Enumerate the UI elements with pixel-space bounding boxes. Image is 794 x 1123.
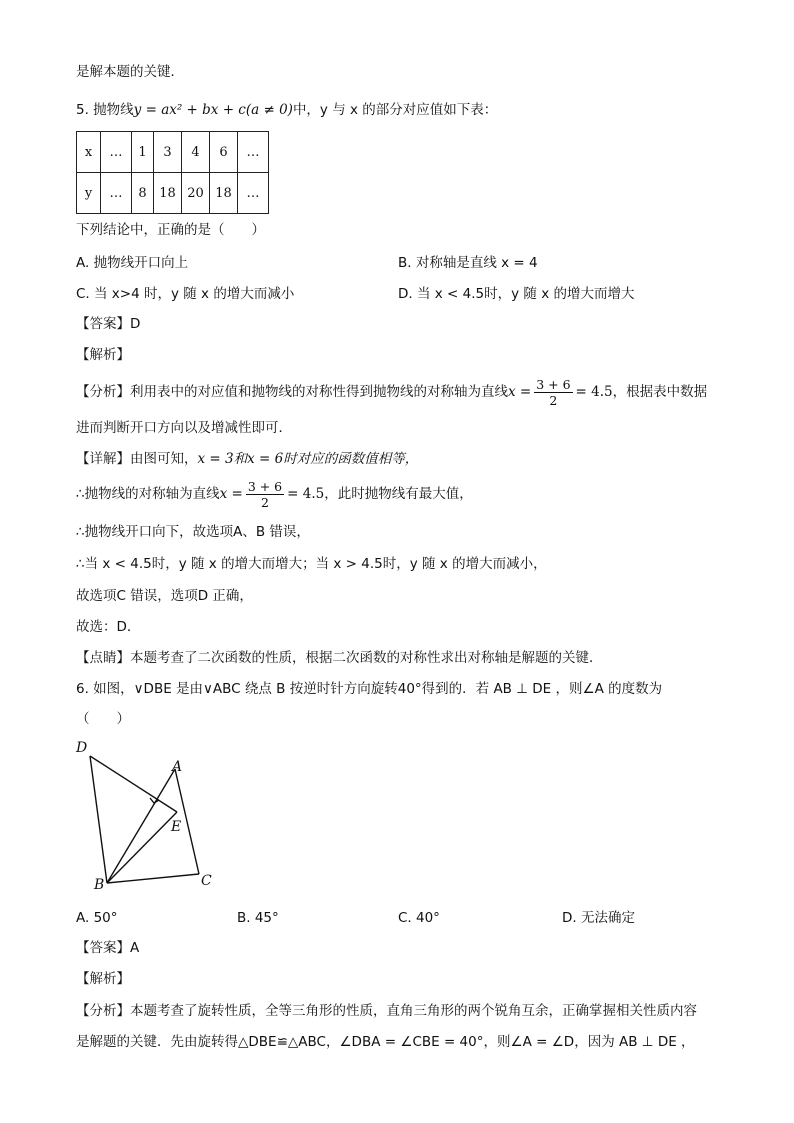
fraction-denominator: 2 [549,392,558,408]
question-5-stem [76,101,497,119]
table-cell: 20 [182,173,210,214]
equals-value: = 4.5 [575,384,613,400]
detail-5-line1 [76,450,418,468]
analysis-5-line2: 进而判断开口方向以及增减性即可． [76,420,292,436]
table-cell: … [238,173,269,214]
q6-option-c[interactable]: C. 40° [398,910,440,926]
detail-5-line2 [76,478,473,510]
table-cell: 8 [132,173,154,214]
q5-prefix: 5. 抛物线 [76,102,134,118]
detail-label: 【详解】由图可知， [76,451,198,467]
label-A: A [172,759,183,775]
table-cell: … [101,173,132,214]
table-row-x [77,132,269,173]
detail-5-line3: ∴抛物线开口向下，故选项A、B 错误， [76,524,310,540]
analysis-6-line1: 【分析】本题考查了旋转性质，全等三角形的性质，直角三角形的两个锐角互余，正确掌握相关性质内容 [76,1003,697,1019]
table-cell: 4 [182,132,210,173]
answer-5 [76,315,140,333]
analysis-heading: 【解析】 [76,347,130,363]
value-table [76,131,269,214]
q5-option-b[interactable]: B. 对称轴是直线 x = 4 [398,255,538,271]
fraction-numerator: 3 + 6 [536,376,571,392]
table-cell: 18 [154,173,182,214]
fraction [246,479,284,510]
fraction-numerator: 3 + 6 [247,478,283,494]
detail-condition: x = 3和x = 6时对应的函数值相等， [197,451,419,467]
answer-label: 【答案】 [76,940,130,956]
equals-value: = 4.5 [287,486,325,502]
q5-prompt: 下列结论中，正确的是（ ） [76,222,265,238]
segment-DE [90,756,177,812]
label-B: B [94,877,105,890]
detail-text: ，此时抛物线有最大值， [324,486,473,502]
q5-option-d[interactable]: D. 当 x < 4.5时，y 随 x 的增大而增大 [398,286,635,302]
table-cell: 1 [132,132,154,173]
answer-label: 【答案】 [76,316,130,332]
table-cell: … [101,132,132,173]
answer-value: A [130,940,140,956]
table-cell: y [77,173,101,214]
q6-option-a[interactable]: A. 50° [76,910,118,926]
q5-option-c[interactable]: C. 当 x>4 时，y 随 x 的增大而减小 [76,286,295,302]
text-line: 是解本题的关键． [76,64,184,80]
analysis-heading: 【解析】 [76,971,130,987]
analysis-text: ，根据表中数据 [612,384,708,400]
q6-option-b[interactable]: B. 45° [237,910,279,926]
table-cell: … [238,132,269,173]
table-cell: 3 [154,132,182,173]
table-row-y [77,173,269,214]
q5-suffix: 中，y 与 x 的部分对应值如下表： [292,102,498,118]
fraction [534,377,572,408]
question-6-stem: 6. 如图，∨DBE 是由∨ABC 绕点 B 按逆时针方向旋转40°得到的．若 AB ⊥ DE ，则∠A 的度数为 [76,681,663,697]
segment-BA [107,769,175,883]
q6-option-d[interactable]: D. 无法确定 [562,910,635,926]
detail-text: ∴抛物线的对称轴为直线 [76,486,220,502]
answer-value: D [130,316,141,332]
analysis-text: 【分析】利用表中的对应值和抛物线的对称性得到抛物线的对称轴为直线 [76,384,508,400]
table-cell: 6 [210,132,238,173]
label-C: C [201,873,212,889]
detail-5-line4: ∴当 x < 4.5时，y 随 x 的增大而增大；当 x > 4.5时，y 随 x 的增大而减小， [76,556,547,572]
q5-option-a[interactable]: A. 抛物线开口向上 [76,255,189,271]
geometry-figure [70,740,230,890]
table-cell: 18 [210,173,238,214]
comment-5: 【点睛】本题考查了二次函数的性质，根据二次函数的对称性求出对称轴是解题的关键． [76,650,603,666]
detail-5-line5: 故选项C 错误，选项D 正确， [76,588,253,604]
analysis-6-line2: 是解题的关键．先由旋转得△DBE≌△ABC，∠DBA = ∠CBE = 40°，则∠A = ∠D，因为 AB ⊥ DE ， [76,1034,695,1050]
segment-EB [107,812,177,883]
answer-6 [76,939,139,957]
segment-CB [107,874,199,883]
question-6-bracket: （ ） [76,711,130,727]
label-D: D [76,740,88,756]
fraction-denominator: 2 [261,494,269,510]
var-x: x = [219,486,243,502]
table-cell: x [77,132,101,173]
q5-formula: y = ax² + bx + c(a ≠ 0) [133,102,293,118]
label-E: E [171,819,182,835]
var-x: x = [508,384,532,400]
segment-DB [90,756,107,883]
detail-5-line6: 故选：D． [76,619,141,635]
analysis-5-line1 [76,376,707,408]
